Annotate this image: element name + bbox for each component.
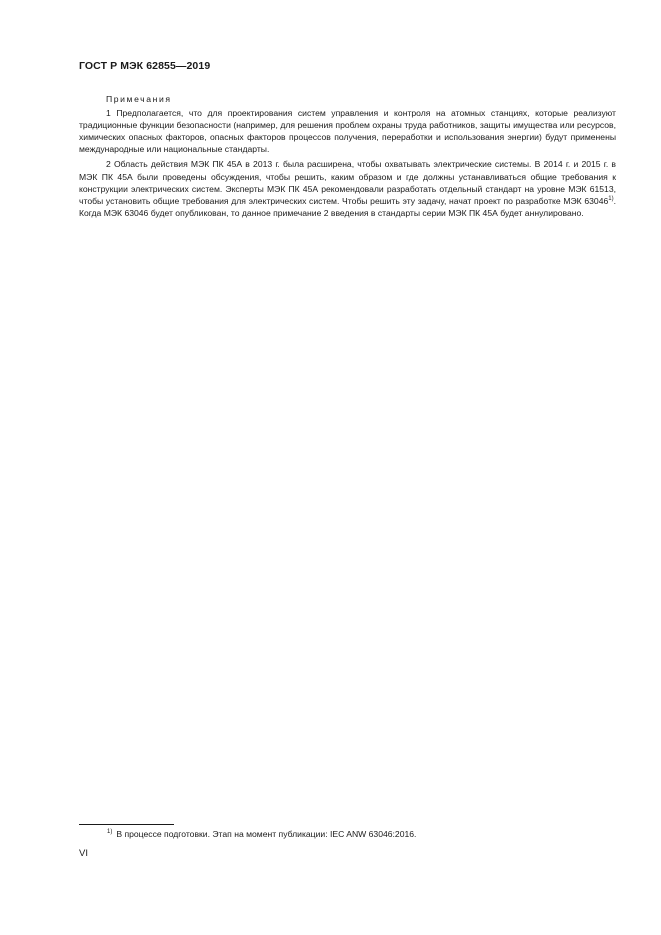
note-2-text-after-ref: . Когда МЭК 63046 будет опубликован, то данное примечание 2 введения в стандарты серии МЭК ПК 45А будет аннулировано. (79, 195, 616, 218)
note-1: 1 Предполагается, что для проектирования систем управления и контроля на атомных станциях, которые реализуют традиционные функции безопасности (например, для решения проблем охраны труда работников, защиты имущества или ресурсов, химических опасных факторов, опасных факторов процессов получения, переработки и использования энергии) будут применены международные или национальные стандарты. (79, 108, 616, 155)
footnote-separator (79, 824, 174, 825)
page-number: VI (79, 848, 88, 859)
footnote-mark: 1) (107, 829, 113, 836)
note-2 (79, 158, 616, 218)
footnote (107, 828, 416, 840)
notes-title: Примечания (106, 94, 172, 104)
footnote-text: В процессе подготовки. Этап на момент публикации: IEC ANW 63046:2016. (116, 829, 417, 839)
footnote-reference-mark[interactable]: 1) (608, 195, 614, 202)
notes-section (79, 93, 616, 222)
document-header: ГОСТ Р МЭК 62855—2019 (79, 60, 211, 72)
note-2-text-before-ref: 2 Область действия МЭК ПК 45А в 2013 г. была расширена, чтобы охватывать электрические системы. В 2014 г. и 2015 г. в МЭК ПК 45А были проведены обсуждения, чтобы решить, каким образом и где должны устанавливаться общие требования к конструкции электрических систем. Эксперты МЭК ПК 45А рекомендовали разработать отдельный стандарт на уровне МЭК 61513, чтобы установить общие требования для электрических систем. Чтобы решить эту задачу, начат проект по разработке МЭК 63046 (79, 159, 616, 206)
